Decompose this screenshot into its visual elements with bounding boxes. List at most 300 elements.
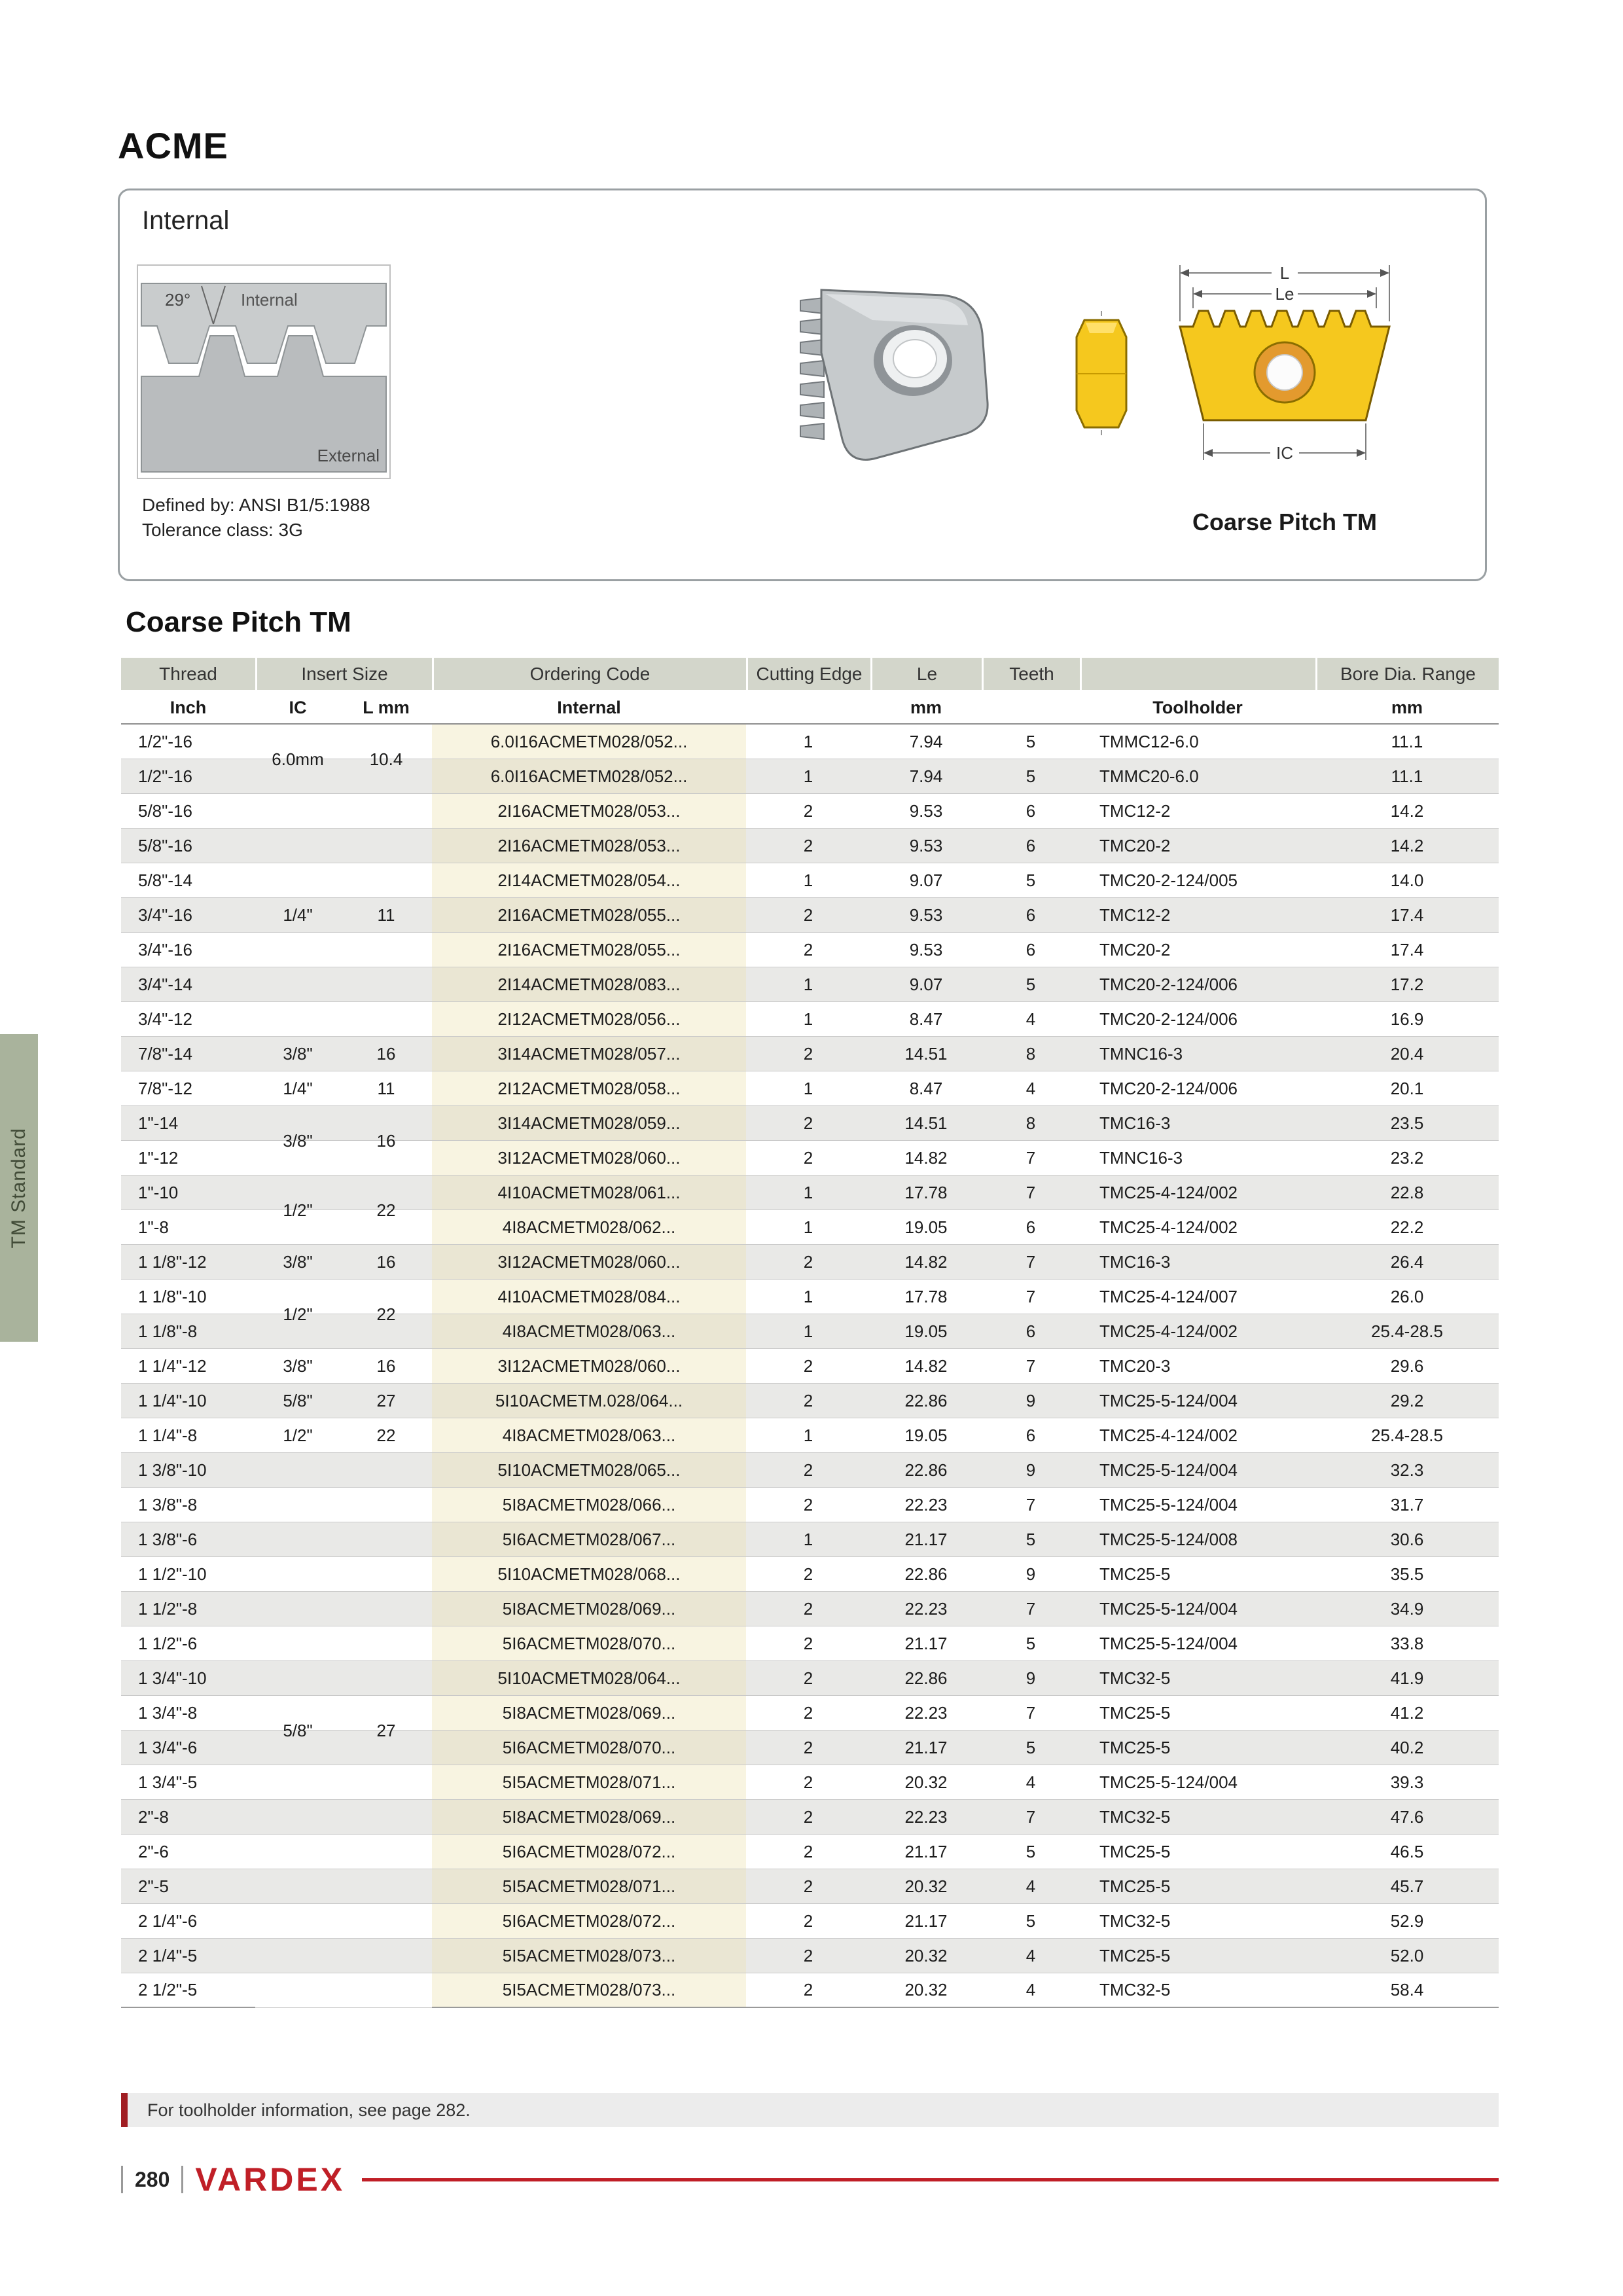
thread-cell: 1 1/2"-6	[121, 1626, 255, 1661]
teeth-cell: 6	[982, 898, 1080, 933]
ordering-code-cell: 5I6ACMETM028/072...	[432, 1904, 746, 1939]
bore-cell: 20.1	[1315, 1071, 1499, 1106]
cutting-edge-cell: 2	[746, 933, 870, 967]
teeth-cell: 5	[982, 725, 1080, 759]
front-insert-hole	[1267, 355, 1302, 390]
insert-ic-cell: 5/8"	[255, 1453, 340, 2008]
insert-l-cell: 16	[340, 1245, 432, 1280]
insert-ic-cell: 3/8"	[255, 1106, 340, 1175]
thread-cell: 1/2"-16	[121, 725, 255, 759]
cutting-edge-cell: 2	[746, 1731, 870, 1765]
bore-cell: 41.9	[1315, 1661, 1499, 1696]
footer-divider	[181, 2166, 183, 2193]
thread-cell: 5/8"-14	[121, 863, 255, 898]
brand-rule	[362, 2178, 1499, 2181]
cutting-edge-cell: 2	[746, 1488, 870, 1522]
info-box-heading: Internal	[142, 206, 230, 235]
cutting-edge-cell: 1	[746, 759, 870, 794]
toolholder-cell: TMC32-5	[1080, 1800, 1315, 1835]
ordering-code-cell: 2I16ACMETM028/055...	[432, 898, 746, 933]
teeth-cell: 8	[982, 1106, 1080, 1141]
le-cell: 22.86	[870, 1384, 982, 1418]
cutting-edge-cell: 2	[746, 1626, 870, 1661]
col-header-toolholder-spacer	[1080, 658, 1315, 692]
cutting-edge-cell: 2	[746, 1141, 870, 1175]
ordering-code-cell: 5I5ACMETM028/071...	[432, 1869, 746, 1904]
bore-cell: 23.5	[1315, 1106, 1499, 1141]
bore-cell: 11.1	[1315, 759, 1499, 794]
ordering-code-cell: 5I10ACMETM028/068...	[432, 1557, 746, 1592]
ordering-code-cell: 6.0I16ACMETM028/052...	[432, 759, 746, 794]
thread-cell: 5/8"-16	[121, 794, 255, 829]
bore-cell: 26.4	[1315, 1245, 1499, 1280]
toolholder-cell: TMMC12-6.0	[1080, 725, 1315, 759]
ordering-code-cell: 3I12ACMETM028/060...	[432, 1245, 746, 1280]
insert-l-cell: 22	[340, 1175, 432, 1245]
table-row	[121, 1418, 1499, 1453]
le-cell: 7.94	[870, 759, 982, 794]
teeth-cell: 7	[982, 1800, 1080, 1835]
insert-photo	[774, 274, 1029, 464]
le-cell: 20.32	[870, 1869, 982, 1904]
bore-cell: 31.7	[1315, 1488, 1499, 1522]
thread-cell: 1 3/4"-6	[121, 1731, 255, 1765]
cutting-edge-cell: 2	[746, 794, 870, 829]
le-cell: 9.07	[870, 967, 982, 1002]
subheader-bore-mm: mm	[1315, 692, 1499, 725]
le-cell: 21.17	[870, 1835, 982, 1869]
le-cell: 14.82	[870, 1349, 982, 1384]
thread-cell: 1 3/8"-10	[121, 1453, 255, 1488]
teeth-cell: 5	[982, 863, 1080, 898]
subheader-cutting-edge-spacer	[746, 692, 870, 725]
bore-cell: 17.4	[1315, 933, 1499, 967]
teeth-cell: 7	[982, 1175, 1080, 1210]
bore-cell: 35.5	[1315, 1557, 1499, 1592]
thread-cell: 1 1/2"-8	[121, 1592, 255, 1626]
teeth-cell: 9	[982, 1661, 1080, 1696]
teeth-cell: 6	[982, 1210, 1080, 1245]
thread-cell: 2"-8	[121, 1800, 255, 1835]
ordering-code-cell: 5I10ACMETM028/065...	[432, 1453, 746, 1488]
brand-logo: VARDEX	[195, 2161, 346, 2198]
angle-label: 29°	[165, 290, 191, 310]
ordering-code-cell: 2I16ACMETM028/053...	[432, 829, 746, 863]
thread-cell: 1"-8	[121, 1210, 255, 1245]
bore-cell: 41.2	[1315, 1696, 1499, 1731]
teeth-cell: 5	[982, 1835, 1080, 1869]
sidebar-tab-tm-standard	[0, 1034, 38, 1342]
toolholder-cell: TMC25-4-124/002	[1080, 1314, 1315, 1349]
bore-cell: 39.3	[1315, 1765, 1499, 1800]
bore-cell: 22.2	[1315, 1210, 1499, 1245]
toolholder-cell: TMC25-4-124/002	[1080, 1175, 1315, 1210]
col-header-teeth: Teeth	[982, 658, 1080, 692]
toolholder-cell: TMC16-3	[1080, 1245, 1315, 1280]
thread-cell: 7/8"-14	[121, 1037, 255, 1071]
insert-ic-cell: 1/2"	[255, 1418, 340, 1453]
table-row	[121, 1349, 1499, 1384]
ordering-code-cell: 5I5ACMETM028/073...	[432, 1973, 746, 2008]
toolholder-cell: TMC25-4-124/002	[1080, 1210, 1315, 1245]
cutting-edge-cell: 2	[746, 829, 870, 863]
dim-IC-label: IC	[1276, 443, 1293, 463]
info-box	[118, 188, 1487, 581]
insert-front-view	[1154, 253, 1416, 495]
thread-cell: 1 1/4"-8	[121, 1418, 255, 1453]
insert-l-cell: 10.4	[340, 725, 432, 794]
thread-cell: 3/4"-16	[121, 898, 255, 933]
le-cell: 14.82	[870, 1141, 982, 1175]
teeth-cell: 6	[982, 1418, 1080, 1453]
col-header-ordering-code: Ordering Code	[432, 658, 746, 692]
bore-cell: 40.2	[1315, 1731, 1499, 1765]
ordering-code-cell: 5I8ACMETM028/069...	[432, 1800, 746, 1835]
catalog-table	[121, 658, 1499, 2008]
ordering-code-cell: 4I8ACMETM028/063...	[432, 1314, 746, 1349]
footer-divider	[121, 2166, 123, 2193]
ordering-code-cell: 4I8ACMETM028/063...	[432, 1418, 746, 1453]
cutting-edge-cell: 1	[746, 1175, 870, 1210]
bore-cell: 22.8	[1315, 1175, 1499, 1210]
toolholder-cell: TMC20-2-124/006	[1080, 1002, 1315, 1037]
toolholder-cell: TMNC16-3	[1080, 1037, 1315, 1071]
col-header-le: Le	[870, 658, 982, 692]
thread-cell: 1"-14	[121, 1106, 255, 1141]
thread-cell: 2 1/2"-5	[121, 1973, 255, 2008]
le-cell: 8.47	[870, 1071, 982, 1106]
ordering-code-cell: 3I12ACMETM028/060...	[432, 1141, 746, 1175]
toolholder-cell: TMC25-5	[1080, 1557, 1315, 1592]
insert-ic-cell: 6.0mm	[255, 725, 340, 794]
toolholder-cell: TMC20-3	[1080, 1349, 1315, 1384]
teeth-cell: 6	[982, 829, 1080, 863]
teeth-cell: 9	[982, 1557, 1080, 1592]
cutting-edge-cell: 2	[746, 1973, 870, 2008]
ordering-code-cell: 5I6ACMETM028/072...	[432, 1835, 746, 1869]
teeth-cell: 7	[982, 1141, 1080, 1175]
bore-cell: 23.2	[1315, 1141, 1499, 1175]
bore-cell: 14.2	[1315, 829, 1499, 863]
table-row	[121, 1106, 1499, 1141]
le-cell: 22.23	[870, 1592, 982, 1626]
teeth-cell: 4	[982, 1869, 1080, 1904]
toolholder-cell: TMC25-5-124/004	[1080, 1488, 1315, 1522]
toolholder-cell: TMC20-2-124/005	[1080, 863, 1315, 898]
ordering-code-cell: 5I8ACMETM028/069...	[432, 1696, 746, 1731]
ordering-code-cell: 2I16ACMETM028/055...	[432, 933, 746, 967]
cutting-edge-cell: 1	[746, 1314, 870, 1349]
ordering-code-cell: 2I12ACMETM028/056...	[432, 1002, 746, 1037]
cutting-edge-cell: 2	[746, 1384, 870, 1418]
subheader-teeth-spacer	[982, 692, 1080, 725]
insert-ic-cell: 1/2"	[255, 1175, 340, 1245]
ordering-code-cell: 5I5ACMETM028/073...	[432, 1939, 746, 1973]
teeth-cell: 9	[982, 1453, 1080, 1488]
teeth-cell: 7	[982, 1592, 1080, 1626]
ordering-code-cell: 4I10ACMETM028/084...	[432, 1280, 746, 1314]
table-row	[121, 725, 1499, 759]
cutting-edge-cell: 2	[746, 1592, 870, 1626]
cutting-edge-cell: 2	[746, 1245, 870, 1280]
thread-cell: 1 1/4"-12	[121, 1349, 255, 1384]
teeth-cell: 6	[982, 794, 1080, 829]
insert-l-cell: 22	[340, 1418, 432, 1453]
catalog-table-body	[121, 725, 1499, 2008]
bore-cell: 25.4-28.5	[1315, 1314, 1499, 1349]
bore-cell: 33.8	[1315, 1626, 1499, 1661]
cutting-edge-cell: 2	[746, 1765, 870, 1800]
thread-cell: 3/4"-12	[121, 1002, 255, 1037]
toolholder-cell: TMC20-2	[1080, 829, 1315, 863]
bore-cell: 46.5	[1315, 1835, 1499, 1869]
ordering-code-cell: 5I6ACMETM028/067...	[432, 1522, 746, 1557]
le-cell: 8.47	[870, 1002, 982, 1037]
ordering-code-cell: 4I10ACMETM028/061...	[432, 1175, 746, 1210]
thread-cell: 1 1/8"-8	[121, 1314, 255, 1349]
le-cell: 22.86	[870, 1557, 982, 1592]
insert-l-cell: 16	[340, 1349, 432, 1384]
col-header-insert-size: Insert Size	[255, 658, 432, 692]
toolholder-cell: TMMC20-6.0	[1080, 759, 1315, 794]
footer-note-bar	[121, 2093, 1499, 2127]
le-cell: 20.32	[870, 1939, 982, 1973]
table-row	[121, 1453, 1499, 1488]
cutting-edge-cell: 2	[746, 1037, 870, 1071]
cutting-edge-cell: 2	[746, 1800, 870, 1835]
cutting-edge-cell: 1	[746, 1280, 870, 1314]
ordering-code-cell: 2I14ACMETM028/083...	[432, 967, 746, 1002]
ordering-code-cell: 5I10ACMETM028/064...	[432, 1661, 746, 1696]
dim-Le-label: Le	[1275, 284, 1294, 304]
teeth-cell: 6	[982, 933, 1080, 967]
insert-caption: Coarse Pitch TM	[1192, 509, 1378, 535]
toolholder-cell: TMC25-5	[1080, 1731, 1315, 1765]
cutting-edge-cell: 1	[746, 863, 870, 898]
le-cell: 19.05	[870, 1418, 982, 1453]
le-cell: 20.32	[870, 1765, 982, 1800]
thread-cell: 7/8"-12	[121, 1071, 255, 1106]
bore-cell: 17.2	[1315, 967, 1499, 1002]
le-cell: 22.23	[870, 1800, 982, 1835]
ordering-code-cell: 2I12ACMETM028/058...	[432, 1071, 746, 1106]
teeth-cell: 6	[982, 1314, 1080, 1349]
ordering-code-cell: 3I12ACMETM028/060...	[432, 1349, 746, 1384]
insert-l-cell: 11	[340, 1071, 432, 1106]
insert-l-cell: 16	[340, 1037, 432, 1071]
teeth-cell: 5	[982, 1522, 1080, 1557]
cutting-edge-cell: 1	[746, 967, 870, 1002]
ordering-code-cell: 3I14ACMETM028/059...	[432, 1106, 746, 1141]
insert-ic-cell: 3/8"	[255, 1245, 340, 1280]
subheader-toolholder: Toolholder	[1080, 692, 1315, 725]
toolholder-cell: TMC25-5-124/004	[1080, 1453, 1315, 1488]
teeth-cell: 4	[982, 1765, 1080, 1800]
ordering-code-cell: 5I8ACMETM028/069...	[432, 1592, 746, 1626]
teeth-cell: 7	[982, 1488, 1080, 1522]
insert-l-cell: 27	[340, 1453, 432, 2008]
insert-l-cell: 11	[340, 794, 432, 1037]
teeth-cell: 7	[982, 1245, 1080, 1280]
section-title: Coarse Pitch TM	[126, 606, 351, 638]
thread-cell: 1 1/8"-10	[121, 1280, 255, 1314]
le-cell: 21.17	[870, 1522, 982, 1557]
toolholder-cell: TMC20-2-124/006	[1080, 967, 1315, 1002]
toolholder-cell: TMC12-2	[1080, 898, 1315, 933]
cutting-edge-cell: 2	[746, 1869, 870, 1904]
subheader-internal: Internal	[432, 692, 746, 725]
ordering-code-cell: 5I10ACMETM.028/064...	[432, 1384, 746, 1418]
bore-cell: 29.2	[1315, 1384, 1499, 1418]
thread-cell: 1"-12	[121, 1141, 255, 1175]
subheader-ic: IC	[255, 692, 340, 725]
table-header-row-2	[121, 692, 1499, 725]
ordering-code-cell: 4I8ACMETM028/062...	[432, 1210, 746, 1245]
le-cell: 19.05	[870, 1314, 982, 1349]
internal-label: Internal	[241, 290, 298, 310]
cutting-edge-cell: 2	[746, 1557, 870, 1592]
toolholder-cell: TMC20-2	[1080, 933, 1315, 967]
insert-ic-cell: 1/4"	[255, 1071, 340, 1106]
bore-cell: 11.1	[1315, 725, 1499, 759]
toolholder-cell: TMC25-5	[1080, 1939, 1315, 1973]
teeth-cell: 7	[982, 1280, 1080, 1314]
le-cell: 17.78	[870, 1175, 982, 1210]
standard-info	[142, 493, 370, 543]
bore-cell: 52.9	[1315, 1904, 1499, 1939]
defined-by-text: Defined by: ANSI B1/5:1988	[142, 495, 370, 515]
le-cell: 22.23	[870, 1488, 982, 1522]
col-header-thread: Thread	[121, 658, 255, 692]
toolholder-cell: TMC25-5	[1080, 1869, 1315, 1904]
col-header-cutting-edge: Cutting Edge	[746, 658, 870, 692]
bore-cell: 52.0	[1315, 1939, 1499, 1973]
bore-cell: 58.4	[1315, 1973, 1499, 2008]
bore-cell: 30.6	[1315, 1522, 1499, 1557]
le-cell: 9.07	[870, 863, 982, 898]
dim-L-label: L	[1279, 263, 1290, 283]
toolholder-cell: TMC25-5-124/008	[1080, 1522, 1315, 1557]
le-cell: 21.17	[870, 1626, 982, 1661]
cutting-edge-cell: 2	[746, 1453, 870, 1488]
toolholder-cell: TMC25-5-124/004	[1080, 1592, 1315, 1626]
subheader-l-mm: L mm	[340, 692, 432, 725]
ordering-code-cell: 3I14ACMETM028/057...	[432, 1037, 746, 1071]
bore-cell: 14.0	[1315, 863, 1499, 898]
toolholder-cell: TMC16-3	[1080, 1106, 1315, 1141]
ordering-code-cell: 2I16ACMETM028/053...	[432, 794, 746, 829]
teeth-cell: 9	[982, 1384, 1080, 1418]
insert-l-cell: 22	[340, 1280, 432, 1349]
cutting-edge-cell: 1	[746, 1522, 870, 1557]
col-header-bore: Bore Dia. Range	[1315, 658, 1499, 692]
thread-cell: 5/8"-16	[121, 829, 255, 863]
table-row	[121, 1245, 1499, 1280]
table-row	[121, 1384, 1499, 1418]
toolholder-cell: TMC32-5	[1080, 1973, 1315, 2008]
thread-cell: 1 3/4"-8	[121, 1696, 255, 1731]
teeth-cell: 4	[982, 1071, 1080, 1106]
table-row	[121, 794, 1499, 829]
cutting-edge-cell: 2	[746, 1349, 870, 1384]
le-cell: 9.53	[870, 794, 982, 829]
footer-brand-row	[121, 2159, 1499, 2200]
le-cell: 21.17	[870, 1904, 982, 1939]
toolholder-cell: TMC25-4-124/007	[1080, 1280, 1315, 1314]
subheader-le-mm: mm	[870, 692, 982, 725]
cutting-edge-cell: 2	[746, 1661, 870, 1696]
thread-cell: 3/4"-16	[121, 933, 255, 967]
bore-cell: 29.6	[1315, 1349, 1499, 1384]
toolholder-cell: TMC20-2-124/006	[1080, 1071, 1315, 1106]
thread-profile-diagram	[136, 264, 391, 480]
table-header-row-1	[121, 658, 1499, 692]
toolholder-cell: TMC25-4-124/002	[1080, 1418, 1315, 1453]
cutting-edge-cell: 1	[746, 725, 870, 759]
thread-cell: 1 1/8"-12	[121, 1245, 255, 1280]
insert-l-cell: 27	[340, 1384, 432, 1418]
toolholder-cell: TMNC16-3	[1080, 1141, 1315, 1175]
insert-l-cell: 16	[340, 1106, 432, 1175]
le-cell: 14.82	[870, 1245, 982, 1280]
teeth-cell: 5	[982, 759, 1080, 794]
thread-cell: 2"-5	[121, 1869, 255, 1904]
bore-cell: 45.7	[1315, 1869, 1499, 1904]
le-cell: 22.23	[870, 1696, 982, 1731]
sidebar-tab-label: TM Standard	[8, 1127, 29, 1249]
thread-cell: 1 3/8"-6	[121, 1522, 255, 1557]
bore-cell: 16.9	[1315, 1002, 1499, 1037]
ordering-code-cell: 5I5ACMETM028/071...	[432, 1765, 746, 1800]
le-cell: 22.86	[870, 1453, 982, 1488]
teeth-cell: 7	[982, 1349, 1080, 1384]
teeth-cell: 4	[982, 1973, 1080, 2008]
bore-cell: 47.6	[1315, 1800, 1499, 1835]
le-cell: 22.86	[870, 1661, 982, 1696]
toolholder-cell: TMC25-5	[1080, 1696, 1315, 1731]
toolholder-cell: TMC32-5	[1080, 1661, 1315, 1696]
page-title: ACME	[118, 125, 228, 166]
ordering-code-cell: 6.0I16ACMETM028/052...	[432, 725, 746, 759]
thread-cell: 1"-10	[121, 1175, 255, 1210]
thread-cell: 1 1/2"-10	[121, 1557, 255, 1592]
ordering-code-cell: 5I6ACMETM028/070...	[432, 1731, 746, 1765]
teeth-cell: 5	[982, 967, 1080, 1002]
thread-cell: 1 1/4"-10	[121, 1384, 255, 1418]
le-cell: 14.51	[870, 1037, 982, 1071]
toolholder-cell: TMC32-5	[1080, 1904, 1315, 1939]
insert-ic-cell: 3/8"	[255, 1037, 340, 1071]
teeth-cell: 4	[982, 1002, 1080, 1037]
bore-cell: 32.3	[1315, 1453, 1499, 1488]
teeth-cell: 8	[982, 1037, 1080, 1071]
cutting-edge-cell: 1	[746, 1071, 870, 1106]
toolholder-cell: TMC25-5-124/004	[1080, 1765, 1315, 1800]
teeth-cell: 5	[982, 1626, 1080, 1661]
bore-cell: 20.4	[1315, 1037, 1499, 1071]
toolholder-cell: TMC25-5	[1080, 1835, 1315, 1869]
thread-cell: 1/2"-16	[121, 759, 255, 794]
cutting-edge-cell: 2	[746, 1835, 870, 1869]
le-cell: 21.17	[870, 1731, 982, 1765]
teeth-cell: 5	[982, 1731, 1080, 1765]
teeth-cell: 5	[982, 1904, 1080, 1939]
thread-cell: 1 3/4"-10	[121, 1661, 255, 1696]
bore-cell: 34.9	[1315, 1592, 1499, 1626]
thread-cell: 2"-6	[121, 1835, 255, 1869]
insert-ic-cell: 3/8"	[255, 1349, 340, 1384]
ordering-code-cell: 5I6ACMETM028/070...	[432, 1626, 746, 1661]
